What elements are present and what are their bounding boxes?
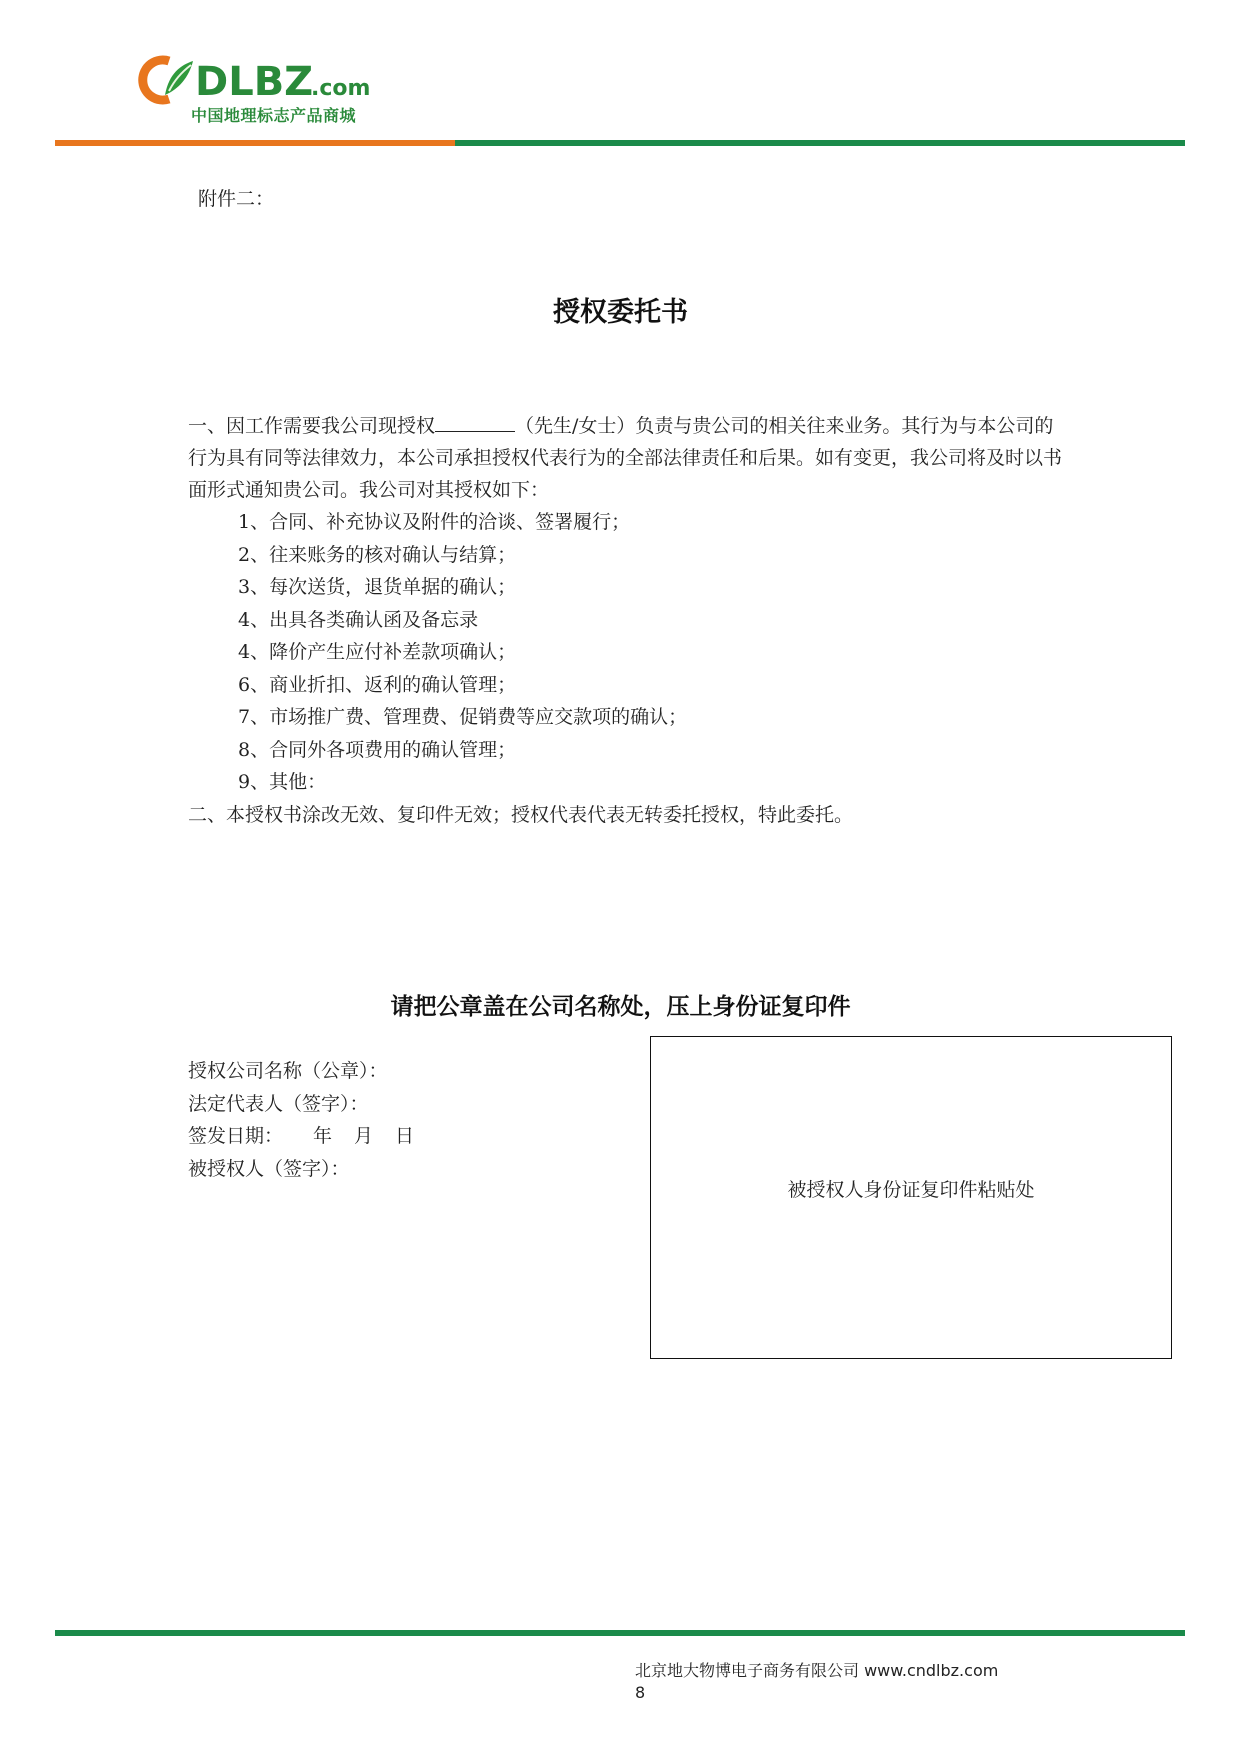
svg-text:.com: .com [311,76,371,101]
authorization-list [188,506,1068,799]
footer-company: 北京地大物博电子商务有限公司 www.cndlbz.com [635,1661,999,1680]
paragraph-validity: 二、本授权书涂改无效、复印件无效；授权代表代表无转委托授权，特此委托。 [188,803,854,826]
legal-representative-field: 法定代表人（签字）： [188,1092,369,1115]
list-item: 8、合同外各项费用的确认管理； [238,738,517,761]
list-item: 7、市场推广费、管理费、促销费等应交款项的确认； [238,706,688,728]
company-name-field: 授权公司名称（公章）： [188,1060,388,1082]
attachment-label: 附件二： [198,188,275,210]
list-item: 2、往来账务的核对确认与结算； [238,543,517,566]
list-item: 1、合同、补充协议及附件的洽谈、签署履行； [238,511,631,533]
document-body [188,410,1068,831]
footer [635,1660,998,1704]
list-item: 4、出具各类确认函及备忘录 [238,608,479,631]
svg-text:DLBZ: DLBZ [195,59,314,105]
cndlbz-logo [135,55,395,127]
authorized-person-field: 被授权人（签字）： [188,1157,350,1180]
name-blank [435,413,515,432]
signature-fields [188,1055,414,1185]
list-item: 4、降价产生应付补差款项确认； [238,641,517,663]
header-divider [55,140,1185,146]
logo-mark [135,55,375,105]
paragraph-authorization: 一、因工作需要我公司现授权 （先生/女士）负责与贵公司的相关往来业务。其行为与本公司的行为具有同等法律效力，本公司承担授权代表行为的全部法律责任和后果。如有变更，我公司将及时以书面形式通知贵公司。我公司对其授权如下： [188,415,1063,501]
logo-subtitle: 中国地理标志产品商城 [191,106,357,125]
id-box-label: 被授权人身份证复印件粘贴处 [787,1179,1035,1201]
list-item: 6、商业折扣、返利的确认管理； [238,673,517,696]
list-item: 3、每次送货，退货单据的确认； [238,576,517,598]
page-number: 8 [635,1683,646,1702]
footer-divider [55,1630,1185,1636]
stamp-instruction: 请把公章盖在公司名称处，压上身份证复印件 [390,994,851,1020]
issue-date-field: 签发日期： 年 月 日 [188,1125,415,1147]
list-item: 9、其他： [238,771,327,793]
document-title: 授权委托书 [553,297,688,328]
id-copy-box [650,1036,1172,1359]
